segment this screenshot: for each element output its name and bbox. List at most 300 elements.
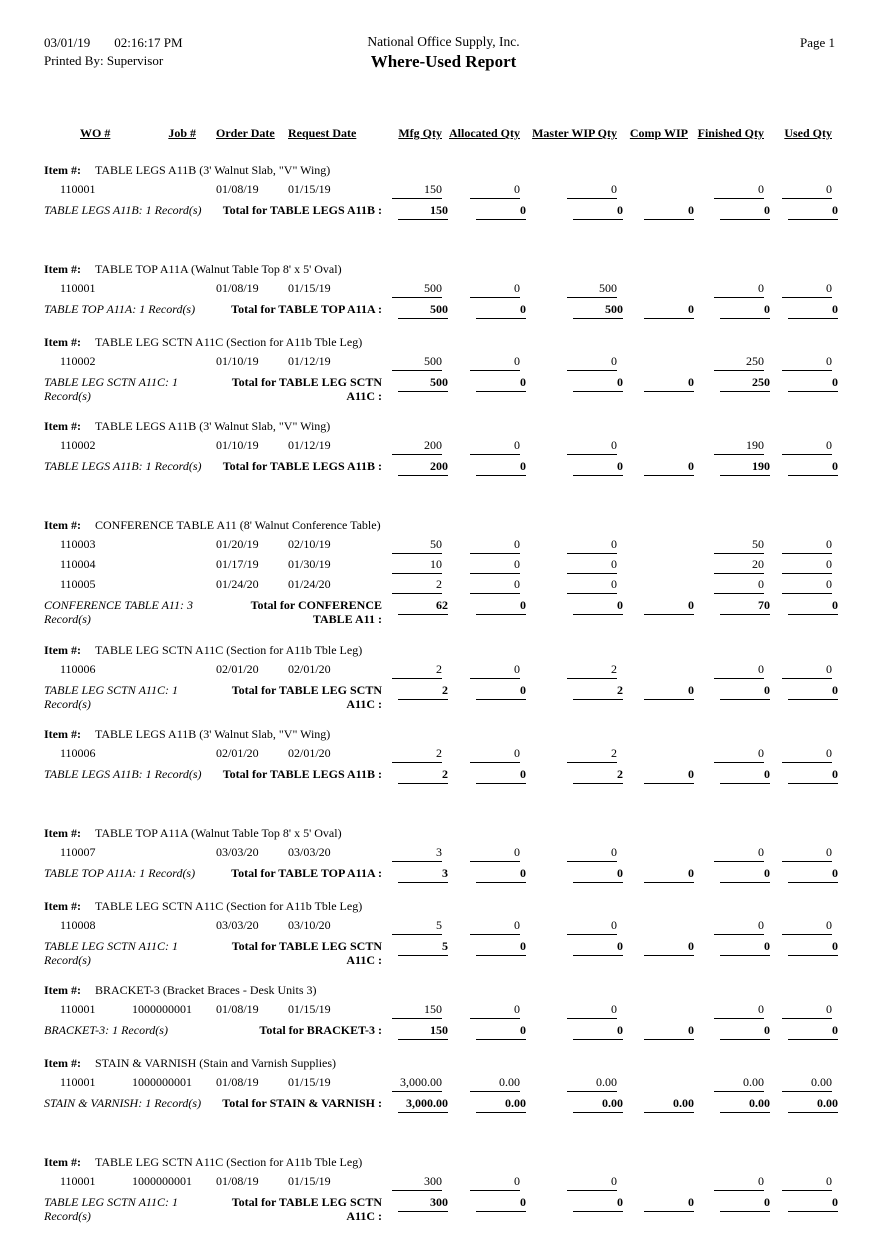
finished-qty-cell [694,353,770,373]
column-header-row [44,126,838,151]
total-qty-value: 0 [788,1023,838,1040]
qty-value: 0 [567,1002,617,1019]
qty-value: 0 [470,577,520,594]
finished-qty-cell [694,1173,770,1193]
total-for-label: Total for TABLE TOP A11A : [231,302,382,316]
request-date-cell: 01/15/19 [288,1075,331,1090]
total-master-wip-qty-cell [526,864,623,887]
total-qty-value: 0 [720,1195,770,1212]
total-comp-wip-qty-cell [623,864,694,887]
qty-value: 0 [567,557,617,574]
item-header [44,480,838,536]
used-qty-cell [770,556,838,576]
finished-qty-cell [694,661,770,681]
total-qty-value: 0 [573,598,623,615]
qty-value: 50 [392,537,442,554]
qty-value: 2 [392,746,442,763]
total-finished-qty-cell [694,1193,770,1227]
col-header-finished-qty: Finished Qty [697,126,764,140]
total-for-label: Total for TABLE LEGS A11B : [222,203,382,217]
printed-by: Printed By: Supervisor [44,52,164,68]
total-for-label: Total for TABLE LEG SCTN A11C : [231,682,382,711]
total-mfg-qty-cell [382,1021,448,1044]
qty-value: 0 [470,746,520,763]
qty-value: 0 [567,354,617,371]
allocated-qty-cell [448,280,526,300]
master-wip-qty-cell [526,917,623,937]
total-qty-value: 200 [398,459,448,476]
wo-number-cell: 110001 [60,281,96,295]
allocated-qty-cell [448,576,526,596]
qty-value: 10 [392,557,442,574]
total-mfg-qty-cell [382,596,448,630]
used-qty-cell [770,536,838,556]
total-comp-wip-qty-cell [623,765,694,788]
qty-value: 0.00 [782,1075,832,1092]
total-qty-value: 300 [398,1195,448,1212]
total-finished-qty-cell [694,864,770,887]
total-qty-value: 2 [398,767,448,784]
total-finished-qty-cell [694,681,770,715]
work-order-row [44,556,838,576]
qty-value: 0 [782,354,832,371]
total-qty-value: 0 [720,302,770,319]
job-number-cell [132,844,210,864]
qty-value: 0 [782,438,832,455]
finished-qty-cell [694,437,770,457]
wo-number-cell: 110002 [60,354,96,368]
col-header-job: Job # [168,126,196,140]
total-qty-value: 0 [644,683,694,700]
total-allocated-qty-cell [448,201,526,224]
section-total-row [44,864,838,887]
job-number-cell [132,661,210,681]
total-allocated-qty-cell [448,300,526,323]
total-qty-value: 0 [644,459,694,476]
job-number-cell [132,556,210,576]
total-used-qty-cell [770,300,838,323]
qty-value: 190 [714,438,764,455]
total-allocated-qty-cell [448,596,526,630]
total-finished-qty-cell [694,201,770,224]
comp-wip-qty-cell [623,536,694,556]
mfg-qty-cell [382,576,448,596]
item-number-label: Item #: [44,163,81,177]
section-total-row [44,300,838,323]
item-number-label: Item #: [44,825,81,840]
qty-value: 0 [567,845,617,862]
comp-wip-qty-cell [623,556,694,576]
allocated-qty-cell [448,844,526,864]
order-date-cell: 01/20/19 [216,537,259,552]
total-for-label: Total for BRACKET-3 : [259,1023,382,1038]
total-qty-value: 0 [644,939,694,956]
work-order-row [44,917,838,937]
section-total-row [44,1193,838,1227]
total-qty-value: 70 [720,598,770,615]
record-count-label: TABLE LEG SCTN A11C: 1 Record(s) [44,1195,179,1224]
qty-value: 0 [567,577,617,594]
total-qty-value: 250 [720,375,770,392]
item-name: TABLE LEG SCTN A11C (Section for A11b Tble Leg) [94,1155,363,1170]
mfg-qty-cell [382,661,448,681]
wo-number-cell: 110001 [60,182,96,196]
comp-wip-qty-cell [623,280,694,300]
total-mfg-qty-cell [382,937,448,971]
job-number-cell [132,280,210,300]
total-comp-wip-qty-cell [623,373,694,407]
item-header [44,407,838,437]
finished-qty-cell [694,917,770,937]
master-wip-qty-cell [526,280,623,300]
qty-value: 150 [392,182,442,199]
col-header-comp-wip: Comp WIP [629,126,688,140]
item-section-row [44,788,838,844]
comp-wip-qty-cell [623,1074,694,1094]
job-number-cell [132,536,210,556]
section-total-row [44,765,838,788]
work-order-row [44,576,838,596]
total-comp-wip-qty-cell [623,1193,694,1227]
job-number-cell: 1000000001 [132,1174,192,1189]
work-order-row [44,661,838,681]
total-for-label: Total for TABLE LEG SCTN A11C : [231,938,382,968]
job-number-cell [132,437,210,457]
total-comp-wip-qty-cell [623,457,694,480]
total-qty-value: 0 [644,866,694,883]
record-count-label: BRACKET-3: 1 Record(s) [44,1023,168,1038]
total-qty-value: 0 [720,866,770,883]
total-used-qty-cell [770,457,838,480]
allocated-qty-cell [448,745,526,765]
total-comp-wip-qty-cell [623,681,694,715]
print-info [44,34,843,69]
total-qty-value: 0 [476,302,526,319]
allocated-qty-cell [448,181,526,201]
finished-qty-cell [694,745,770,765]
total-qty-value: 0 [476,1023,526,1040]
allocated-qty-cell [448,917,526,937]
col-header-wo: WO # [80,126,111,140]
finished-qty-cell [694,280,770,300]
qty-value: 0 [714,746,764,763]
total-qty-value: 0 [788,459,838,476]
item-header [44,323,838,353]
qty-value: 0 [567,182,617,199]
total-qty-value: 0 [788,375,838,392]
qty-value: 500 [567,281,617,298]
job-number-cell [132,576,210,596]
total-finished-qty-cell [694,1021,770,1044]
mfg-qty-cell [382,556,448,576]
section-total-row [44,457,838,480]
item-number-label: Item #: [44,262,81,276]
item-section-row [44,1044,838,1074]
total-qty-value: 0 [573,866,623,883]
total-qty-value: 0 [644,203,694,220]
total-qty-value: 0 [476,767,526,784]
total-master-wip-qty-cell [526,300,623,323]
used-qty-cell [770,661,838,681]
item-section-row [44,224,838,280]
total-master-wip-qty-cell [526,373,623,407]
finished-qty-cell [694,1001,770,1021]
wo-number-cell: 110006 [60,745,96,760]
job-number-cell: 1000000001 [132,1075,192,1090]
total-qty-value: 0 [476,939,526,956]
qty-value: 0 [782,1174,832,1191]
item-name: TABLE LEGS A11B (3' Walnut Slab, "V" Wing) [94,419,331,434]
mfg-qty-cell [382,745,448,765]
col-header-used-qty: Used Qty [784,126,832,140]
total-master-wip-qty-cell [526,457,623,480]
work-order-row [44,1001,838,1021]
total-used-qty-cell [770,201,838,224]
request-date-cell: 01/15/19 [288,182,331,196]
qty-value: 300 [392,1174,442,1191]
allocated-qty-cell [448,556,526,576]
job-number-cell [132,917,210,937]
qty-value: 0 [470,182,520,199]
comp-wip-qty-cell [623,576,694,596]
total-comp-wip-qty-cell [623,201,694,224]
total-for-label: Total for CONFERENCE TABLE A11 : [250,598,382,627]
finished-qty-cell [694,536,770,556]
total-master-wip-qty-cell [526,681,623,715]
item-name: TABLE TOP A11A (Walnut Table Top 8' x 5' Oval) [94,262,342,276]
work-order-row [44,280,838,300]
total-qty-value: 0 [788,302,838,319]
mfg-qty-cell [382,437,448,457]
item-name: TABLE TOP A11A (Walnut Table Top 8' x 5' Oval) [94,825,342,840]
qty-value: 0 [470,557,520,574]
item-number-label: Item #: [44,1155,81,1170]
total-qty-value: 0 [573,203,623,220]
qty-value: 0 [782,845,832,862]
comp-wip-qty-cell [623,844,694,864]
record-count-label: TABLE LEG SCTN A11C: 1 Record(s) [44,938,179,968]
qty-value: 0 [782,537,832,554]
item-header [44,971,838,1001]
qty-value: 0 [714,1174,764,1191]
qty-value: 500 [392,354,442,371]
record-count-label: TABLE LEGS A11B: 1 Record(s) [44,766,202,781]
report-header [44,34,843,74]
finished-qty-cell [694,576,770,596]
total-finished-qty-cell [694,300,770,323]
master-wip-qty-cell [526,745,623,765]
item-number-label: Item #: [44,898,81,913]
total-allocated-qty-cell [448,457,526,480]
finished-qty-cell [694,1074,770,1094]
used-qty-cell [770,437,838,457]
wo-number-cell: 110001 [60,1075,96,1090]
used-qty-cell [770,745,838,765]
request-date-cell: 01/12/19 [288,354,331,368]
item-header [44,1117,838,1173]
col-header-order-date: Order Date [216,126,275,140]
order-date-cell: 01/17/19 [216,557,259,572]
print-date: 03/01/19 [44,35,91,50]
total-mfg-qty-cell [382,765,448,788]
mfg-qty-cell [382,181,448,201]
order-date-cell: 01/10/19 [216,438,259,453]
qty-value: 150 [392,1002,442,1019]
total-for-label: Total for TABLE LEGS A11B : [222,766,382,781]
qty-value: 0 [567,1174,617,1191]
item-number-label: Item #: [44,419,81,434]
item-section-row [44,151,838,181]
allocated-qty-cell [448,536,526,556]
qty-value: 0 [782,281,832,298]
total-master-wip-qty-cell [526,937,623,971]
total-qty-value: 2 [573,683,623,700]
where-used-table [44,126,838,1228]
mfg-qty-cell [382,536,448,556]
total-qty-value: 3,000.00 [398,1096,448,1113]
total-qty-value: 0 [644,1195,694,1212]
request-date-cell: 03/03/20 [288,844,331,859]
total-finished-qty-cell [694,373,770,407]
qty-value: 0 [782,557,832,574]
master-wip-qty-cell [526,1001,623,1021]
item-header [44,788,838,844]
total-finished-qty-cell [694,457,770,480]
qty-value: 0 [470,438,520,455]
qty-value: 0 [714,662,764,679]
used-qty-cell [770,1001,838,1021]
master-wip-qty-cell [526,353,623,373]
total-mfg-qty-cell [382,457,448,480]
total-qty-value: 3 [398,866,448,883]
qty-value: 0 [714,182,764,199]
item-header [44,631,838,661]
request-date-cell: 01/30/19 [288,557,331,572]
total-qty-value: 0 [476,459,526,476]
item-section-row [44,971,838,1001]
order-date-cell: 03/03/20 [216,844,259,859]
item-header [44,151,838,181]
company-name: National Office Supply, Inc. [367,34,520,49]
total-allocated-qty-cell [448,1021,526,1044]
total-qty-value: 0 [720,939,770,956]
master-wip-qty-cell [526,576,623,596]
qty-value: 0 [470,281,520,298]
mfg-qty-cell [382,1074,448,1094]
job-number-cell [132,745,210,765]
comp-wip-qty-cell [623,353,694,373]
qty-value: 250 [714,354,764,371]
qty-value: 0 [782,662,832,679]
col-header-mfg-qty: Mfg Qty [398,126,442,140]
qty-value: 3 [392,845,442,862]
total-used-qty-cell [770,1094,838,1117]
qty-value: 0 [714,845,764,862]
section-total-row [44,1094,838,1117]
total-qty-value: 0 [573,459,623,476]
qty-value: 0 [470,845,520,862]
record-count-label: STAIN & VARNISH: 1 Record(s) [44,1096,202,1111]
total-used-qty-cell [770,765,838,788]
order-date-cell: 01/24/20 [216,577,259,592]
record-count-label: TABLE TOP A11A: 1 Record(s) [44,302,196,316]
finished-qty-cell [694,844,770,864]
mfg-qty-cell [382,353,448,373]
job-number-cell [132,181,210,201]
allocated-qty-cell [448,1074,526,1094]
total-qty-value: 0 [573,1195,623,1212]
total-qty-value: 0.00 [720,1096,770,1113]
col-header-request-date: Request Date [288,126,357,140]
total-used-qty-cell [770,864,838,887]
total-finished-qty-cell [694,596,770,630]
request-date-cell: 01/15/19 [288,281,331,295]
total-used-qty-cell [770,373,838,407]
total-qty-value: 0 [788,939,838,956]
qty-value: 0.00 [470,1075,520,1092]
total-qty-value: 0 [788,767,838,784]
allocated-qty-cell [448,1173,526,1193]
qty-value: 50 [714,537,764,554]
col-header-allocated-qty: Allocated Qty [449,126,520,140]
work-order-row [44,1173,838,1193]
item-section-row [44,631,838,661]
used-qty-cell [770,844,838,864]
total-qty-value: 150 [398,203,448,220]
total-qty-value: 0 [476,375,526,392]
total-qty-value: 0 [788,598,838,615]
total-qty-value: 0 [573,1023,623,1040]
total-qty-value: 0.00 [573,1096,623,1113]
total-qty-value: 0.00 [476,1096,526,1113]
page-number: Page 1 [799,35,835,50]
total-qty-value: 0 [476,683,526,700]
qty-value: 3,000.00 [392,1075,442,1092]
total-qty-value: 0 [788,683,838,700]
total-mfg-qty-cell [382,201,448,224]
request-date-cell: 01/15/19 [288,1002,331,1017]
order-date-cell: 02/01/20 [216,745,259,760]
qty-value: 5 [392,918,442,935]
qty-value: 2 [567,662,617,679]
total-qty-value: 0 [720,203,770,220]
item-section-row [44,1117,838,1173]
master-wip-qty-cell [526,181,623,201]
total-allocated-qty-cell [448,765,526,788]
print-datetime [44,34,843,52]
order-date-cell: 01/08/19 [216,1075,259,1090]
total-allocated-qty-cell [448,1094,526,1117]
item-section-row [44,323,838,353]
total-mfg-qty-cell [382,1094,448,1117]
allocated-qty-cell [448,437,526,457]
qty-value: 0 [782,746,832,763]
total-qty-value: 0 [720,767,770,784]
wo-number-cell: 110003 [60,537,96,552]
mfg-qty-cell [382,1173,448,1193]
request-date-cell: 01/12/19 [288,438,331,453]
total-comp-wip-qty-cell [623,1021,694,1044]
request-date-cell: 02/10/19 [288,537,331,552]
item-number-label: Item #: [44,983,81,998]
total-qty-value: 0 [788,203,838,220]
comp-wip-qty-cell [623,745,694,765]
wo-number-cell: 110002 [60,438,96,453]
wo-number-cell: 110008 [60,917,96,932]
total-qty-value: 0 [476,598,526,615]
item-name: BRACKET-3 (Bracket Braces - Desk Units 3) [94,983,317,998]
record-count-label: TABLE LEG SCTN A11C: 1 Record(s) [44,682,179,711]
